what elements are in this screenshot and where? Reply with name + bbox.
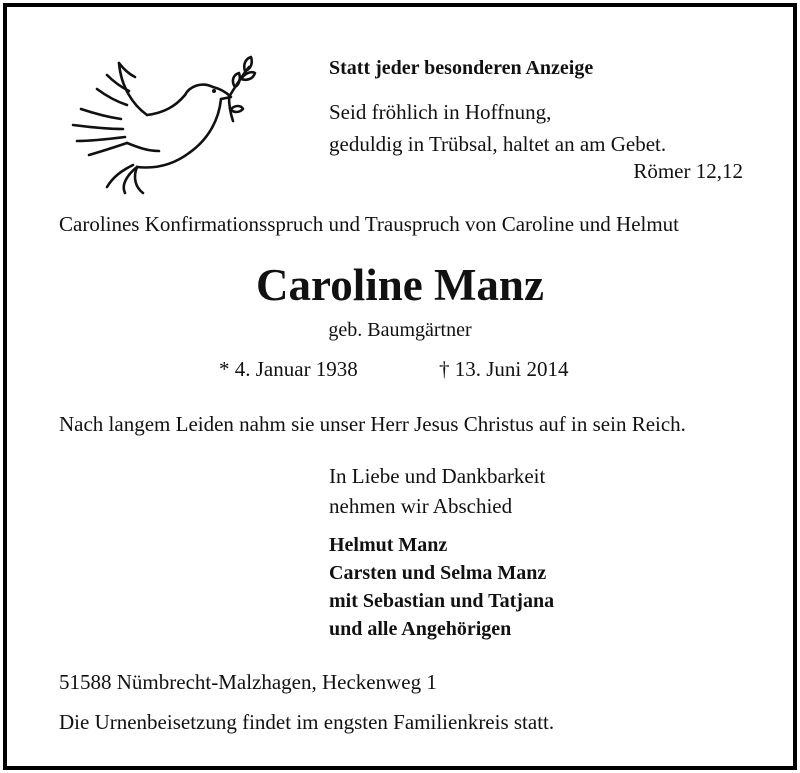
dove-with-olive-branch-icon xyxy=(63,47,263,197)
obituary-notice xyxy=(3,3,797,770)
verse-note: Carolines Konfirmationsspruch und Trauspruch von Caroline und Helmut xyxy=(59,212,680,236)
mourner-name: mit Sebastian und Tatjana xyxy=(329,590,555,612)
mourner-name: Helmut Manz xyxy=(329,534,448,556)
mourner-name: Carsten und Selma Manz xyxy=(329,562,547,584)
deceased-name: Caroline Manz xyxy=(256,260,544,310)
maiden-name: geb. Baumgärtner xyxy=(328,319,472,341)
announcement-heading: Statt jeder besonderen Anzeige xyxy=(329,57,594,79)
bible-verse-line-2: geduldig in Trübsal, haltet an am Gebet. xyxy=(329,132,667,156)
bible-verse-reference: Römer 12,12 xyxy=(633,159,743,183)
passing-statement: Nach langem Leiden nahm sie unser Herr Jesus Christus auf in sein Reich. xyxy=(59,412,686,436)
burial-note: Die Urnenbeisetzung findet im engsten Familienkreis statt. xyxy=(59,710,555,734)
address: 51588 Nümbrecht-Malzhagen, Heckenweg 1 xyxy=(59,670,437,694)
bible-verse-line-1: Seid fröhlich in Hoffnung, xyxy=(329,100,552,124)
birth-date: * 4. Januar 1938 xyxy=(219,357,358,381)
death-date: † 13. Juni 2014 xyxy=(439,357,569,381)
mourner-name: und alle Angehörigen xyxy=(329,618,512,640)
farewell-line-1: In Liebe und Dankbarkeit xyxy=(329,464,546,488)
farewell-line-2: nehmen wir Abschied xyxy=(329,494,513,518)
